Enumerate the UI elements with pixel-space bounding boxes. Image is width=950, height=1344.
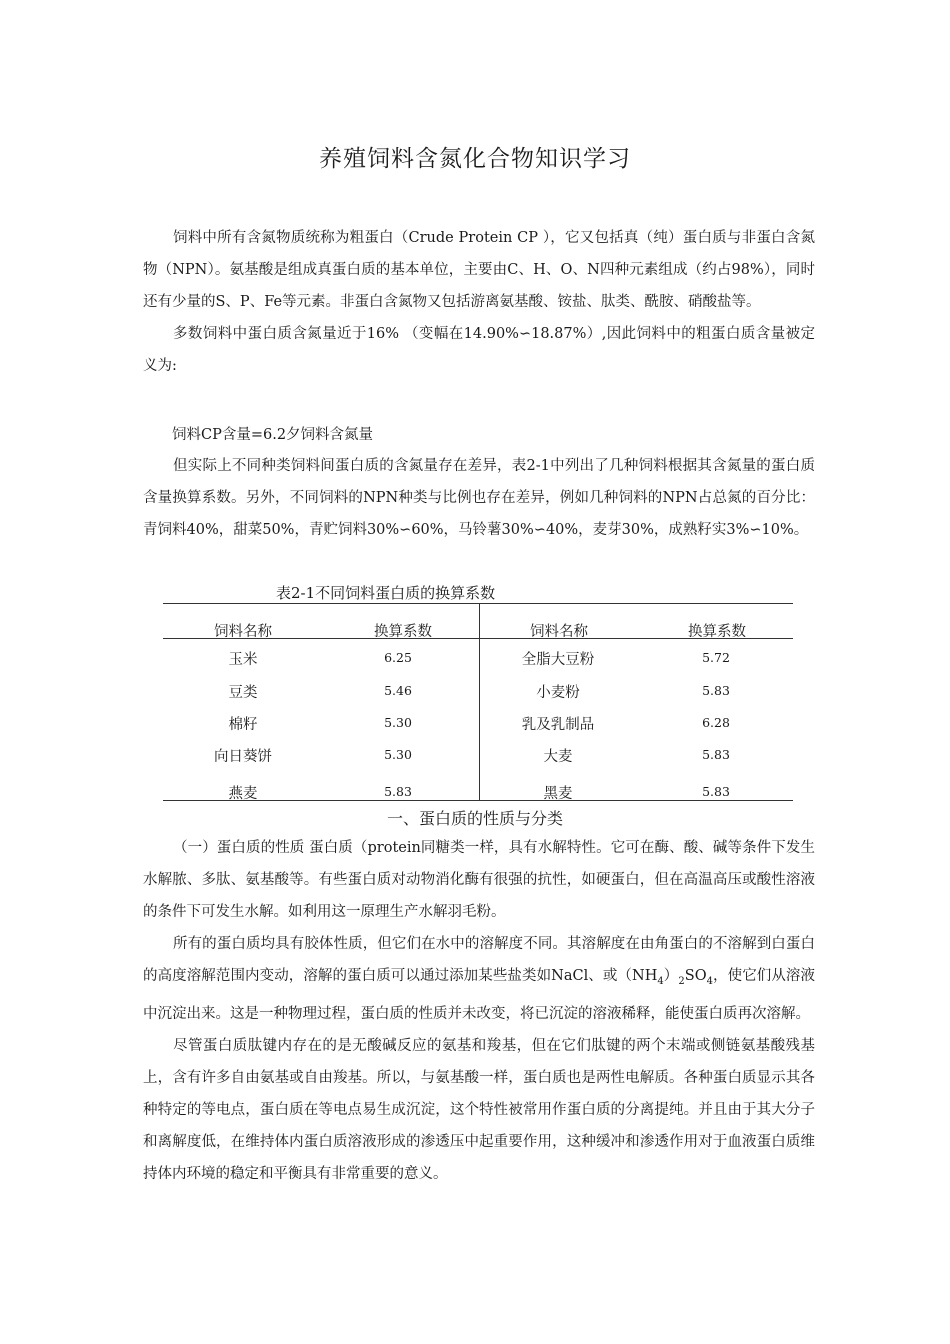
row-feed-name: 乳及乳制品 (521, 717, 595, 733)
row-factor: 5.30 (384, 747, 412, 762)
row-feed-name: 黑麦 (543, 786, 573, 802)
header-factor-right: 换算系数 (688, 624, 746, 640)
row-factor: 5.83 (384, 784, 412, 799)
paragraph-colloid (143, 928, 815, 1030)
row-factor: 6.28 (702, 715, 730, 730)
table-caption: 表2-1不同饲料蛋白质的换算系数 (276, 584, 496, 602)
paragraph-crude-protein: 饲料中所有含氮物质统称为粗蛋白（Crude Protein CP ），它又包括真（纯）蛋白质与非蛋白含氮物（NPN）。氨基酸是组成真蛋白质的基本单位，主要由C、H、O、N四种元素组成（约占98%），同时还有少量的S、P、Fe等元素。非蛋白含氮物又包括游离氨基酸、铵盐、肽类、酰胺、硝酸盐等。 (143, 230, 815, 310)
row-factor: 5.83 (702, 683, 730, 698)
colloid-text-c: SO (684, 968, 707, 984)
header-feed-name-right: 饲料名称 (530, 624, 588, 640)
paragraph-hydrolysis: （一）蛋白质的性质 蛋白质（protein同糖类一样，具有水解特性。它可在酶、酸、碱等条件下发生水解脓、多肽、氨基酸等。有些蛋白质对动物消化酶有很强的抗性，如硬蛋白，但在高温高压或酸性溶液的条件下可发生水解。如利用这一原理生产水解羽毛粉。 (143, 840, 815, 920)
header-factor-left: 换算系数 (374, 624, 432, 640)
row-feed-name: 豆类 (228, 685, 258, 701)
conversion-table (163, 603, 793, 803)
subscript-4b: 4 (706, 975, 713, 987)
row-feed-name: 大麦 (543, 749, 573, 765)
table-column-divider (479, 603, 480, 800)
row-feed-name: 棉籽 (228, 717, 258, 733)
row-feed-name: 玉米 (228, 652, 258, 668)
intro-paragraph (143, 222, 815, 382)
page-title: 养殖饲料含氮化合物知识学习 (319, 146, 631, 172)
row-factor: 5.72 (702, 650, 730, 665)
subscript-2: 2 (678, 975, 685, 987)
row-factor: 6.25 (384, 650, 412, 665)
row-factor: 5.30 (384, 715, 412, 730)
paragraph-amphoteric: 尽管蛋白质肽键内存在的是无酸碱反应的氨基和羧基，但在它们肽键的两个末端或侧链氨基酸残基上，含有许多自由氨基或自由羧基。所以，与氨基酸一样，蛋白质也是两性电解质。各种蛋白质显示其各种特定的等电点，蛋白质在等电点易生成沉淀，这个特性被常用作蛋白质的分离提纯。并且由于其大分子和离解度低，在维持体内蛋白质溶液形成的渗透压中起重要作用，这种缓冲和渗透作用对于血液蛋白质维持体内环境的稳定和平衡具有非常重要的意义。 (143, 1037, 815, 1182)
row-feed-name: 燕麦 (228, 786, 258, 802)
row-feed-name: 向日葵饼 (214, 749, 272, 765)
npn-paragraph-block (143, 450, 815, 546)
colloid-text-b: ） (663, 968, 679, 984)
header-feed-name-left: 饲料名称 (214, 624, 272, 640)
colloid-text-d: ，使它们从溶液中沉淀出来。这是一种物理过程，蛋白质的性质并未改变，将已沉淀的溶液稀释，能使蛋白质再次溶解。 (143, 968, 816, 1022)
row-factor: 5.83 (702, 784, 730, 799)
protein-properties-block (143, 832, 815, 1190)
paragraph-npn-ratio: 但实际上不同种类饲料间蛋白质的含氮量存在差异，表2-1中列出了几种饲料根据其含氮量的蛋白质含量换算系数。另外，不同饲料的NPN种类与比例也存在差异，例如几种饲料的NPN占总氮的百分比：青饲料40%，甜菜50%，青贮饲料30%∽60%，马铃薯30%∽40%，麦芽30%，成熟籽实3%∽10%。 (143, 458, 815, 538)
paragraph-nitrogen-content: 多数饲料中蛋白质含氮量近于16% （变幅在14.90%∽18.87%）,因此饲料中的粗蛋白质含量被定义为: (143, 326, 815, 374)
row-factor: 5.46 (384, 683, 412, 698)
table-top-rule (163, 603, 793, 604)
row-feed-name: 小麦粉 (536, 685, 580, 701)
row-factor: 5.83 (702, 747, 730, 762)
cp-formula: 饲料CP含量=6.2夕饲料含氮量 (172, 427, 374, 443)
section-heading: 一、蛋白质的性质与分类 (386, 809, 563, 828)
row-feed-name: 全脂大豆粉 (521, 652, 595, 668)
subscript-4: 4 (657, 975, 664, 987)
colloid-text-a: 所有的蛋白质均具有胶体性质，但它们在水中的溶解度不同。其溶解度在由角蛋白的不溶解到白蛋白的高度溶解范围内变动，溶解的蛋白质可以通过添加某些盐类如NaCl、或（NH (143, 936, 815, 984)
